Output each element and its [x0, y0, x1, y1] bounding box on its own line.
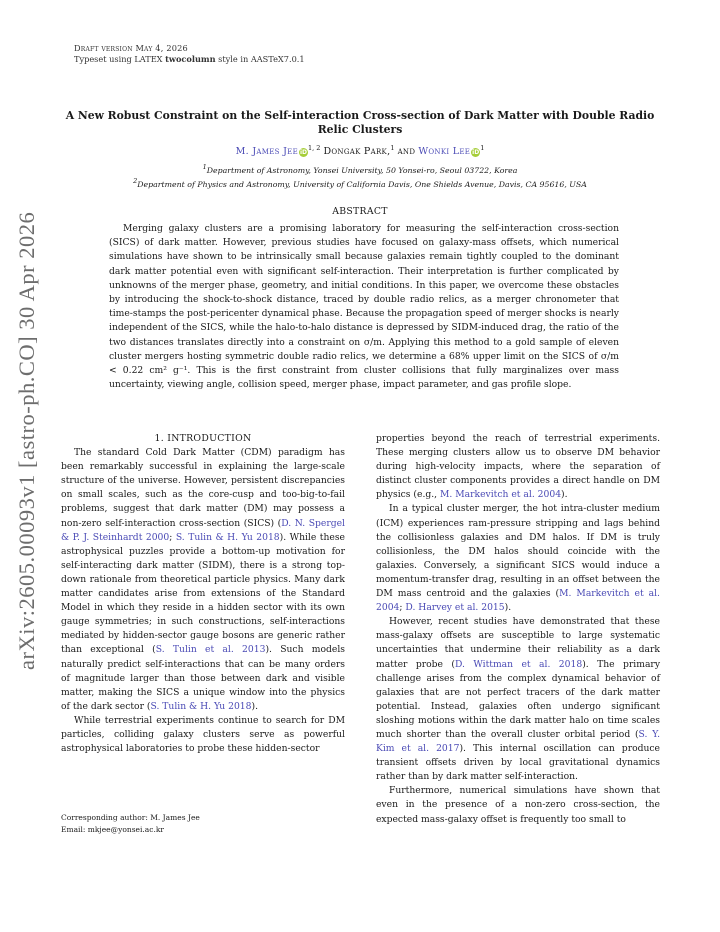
author-park: Dongak Park, — [323, 146, 391, 157]
intro-paragraph-2-continued: properties beyond the reach of terrestrial experiments. These merging clusters allow us to observe DM behavior during high-velocity impacts, where the separation of distinct cluster components provides a direct handle on DM physics (e.g., M. Markevitch et al. 2004). — [376, 433, 660, 501]
citation-link[interactable]: D. N. Spergel & P. J. Steinhardt 2000 — [61, 517, 345, 543]
affiliation-1: $^1$Department of Astronomy, Yonsei University, 50 Yonsei-ro, Seoul 03722, Korea — [202, 163, 518, 175]
citation-link[interactable]: S. Tulin et al. 2013 — [155, 644, 266, 656]
author-jee-affil: 1, 2 — [308, 144, 321, 152]
intro-paragraph-5: Furthermore, numerical simulations have shown that even in the presence of a non-zero cross-section, the expected mass-galaxy offset is frequently too small to — [376, 785, 660, 825]
citation-link[interactable]: M. Markevitch et al. 2004 — [376, 588, 660, 614]
orcid-icon[interactable]: iD — [299, 149, 308, 156]
intro-paragraph-4: However, recent studies have demonstrated that these mass-galaxy offsets are susceptible to large systematic uncertainties that undermine their reliability as a dark matter probe (D. Wittman et al. 2018). The primary challenge arises from the complex dynamical behavior of galaxies that are not perfect tracers of the dark matter potential. Instead, galaxies often undergo significant sloshing motions within the dark matter halo on time scales much shorter than the overall cluster orbital period (S. Y. Kim et al. 2017). This internal oscillation can produce transient offsets driven by local gravitational dynamics rather than by dark matter self-interaction. — [376, 616, 661, 783]
author-lee[interactable]: Wonki Lee — [418, 146, 471, 157]
corresponding-author: Corresponding author: M. James Jee — [61, 813, 200, 822]
abstract-heading: ABSTRACT — [332, 206, 388, 217]
typeset-line: Typeset using LATEX twocolumn style in AASTeX7.0.1 — [74, 54, 305, 64]
author-list — [64, 146, 656, 157]
citation-link[interactable]: S. Tulin & H. Yu 2018 — [175, 531, 280, 543]
author-and: and — [397, 146, 416, 157]
page-header — [74, 43, 305, 65]
intro-paragraph-2: While terrestrial experiments continue to search for DM particles, colliding galaxy clusters serve as powerful astrophysical laboratories to probe these hidden-sector — [61, 714, 345, 755]
author-email[interactable]: Email: mkjee@yonsei.ac.kr — [61, 825, 164, 834]
corresponding-author-footnote — [61, 812, 345, 836]
orcid-icon[interactable]: iD — [472, 149, 480, 156]
left-column — [61, 432, 345, 756]
intro-paragraph-1: The standard Cold Dark Matter (CDM) paradigm has been remarkably successful in explaining the large-scale structure of the universe. However, persistent discrepancies on small scales, such as the core-cusp and too-big-to-fail problems, suggest that dark matter (DM) may possess a non-zero self-interaction cross-section (SICS) (D. N. Spergel & P. J. Steinhardt 2000; S. Tulin & H. Yu 2018). While these astrophysical puzzles provide a bottom-up motivation for self-interacting dark matter (SIDM), there is a strong top-down rationale from theoretical particle physics. Many dark matter candidates arise from extensions of the Standard Model in which they reside in a hidden sector with its own gauge symmetries; in such constructions, self-interactions mediated by hidden-sector gauge bosons are generic rather than exceptional (S. Tulin et al. 2013). Such models naturally predict self-interactions that can be many orders of magnitude larger than those between dark and visible matter, making the SICS a unique window into the physics of the dark sector (S. Tulin & H. Yu 2018). — [61, 447, 345, 712]
affiliation-2: $^2$Department of Physics and Astronomy, University of California Davis, One Shields Avenue, Davis, CA 95616, USA — [133, 177, 587, 189]
paper-title: A New Robust Constraint on the Self-interaction Cross-section of Dark Matter with Double Radio Relic Clusters — [65, 109, 655, 136]
citation-link[interactable]: D. Wittman et al. 2018 — [454, 658, 583, 670]
arxiv-stamp: arXiv:2605.00093v1 [astro-ph.CO] 30 Apr 2026 — [14, 211, 39, 670]
citation-link[interactable]: S. Y. Kim et al. 2017 — [376, 728, 660, 755]
citation-link[interactable]: D. Harvey et al. 2015 — [405, 602, 505, 614]
author-lee-affil: 1 — [480, 144, 485, 152]
right-column — [376, 432, 660, 827]
intro-paragraph-3: In a typical cluster merger, the hot intra-cluster medium (ICM) experiences ram-pressure stripping and lags behind the collisionless galaxies and DM halos. If DM is truly collisionless, the DM halos should coincide with the galaxies. Conversely, a significant SICS would induce a momentum-transfer drag, resulting in an offset between the DM mass centroid and the galaxies (M. Markevitch et al. 2004; D. Harvey et al. 2015). — [376, 503, 660, 614]
abstract-text: Merging galaxy clusters are a promising laboratory for measuring the self-interaction cross-section (SICS) of dark matter. However, previous studies have focused on galaxy-mass offsets, which numerical simulations have shown to be intrinsically small because galaxies remain tightly coupled to the dominant dark matter potential even with significant self-interaction. Their interpretation is further complicated by unknowns of the merger phase, geometry, and initial conditions. In this paper, we overcome these obstacles by introducing the shock-to-shock distance, traced by double radio relics, as a merger chronometer that time-stamps the post-pericenter dynamical phase. Because the propagation speed of merger shocks is nearly independent of the SICS, while the halo-to-halo distance is depressed by SIDM-induced drag, the ratio of the two distances translates directly into a constraint on σ/m. Applying this method to a gold sample of eleven cluster mergers hosting symmetric double radio relics, we determine a 68% upper limit on the SICS of σ/m < 0.22 cm² g⁻¹. This is the first constraint from cluster collisions that fully marginalizes over mass uncertainty, viewing angle, collision speed, merger phase, impact parameter, and gas profile slope. — [109, 223, 619, 391]
citation-link[interactable]: M. Markevitch et al. 2004 — [440, 489, 562, 501]
author-park-affil: 1 — [390, 144, 395, 152]
section-heading-introduction: 1. INTRODUCTION — [154, 433, 252, 444]
draft-version: Draft version May 4, 2026 — [74, 43, 188, 53]
citation-link[interactable]: S. Tulin & H. Yu 2018 — [150, 700, 252, 712]
author-jee[interactable]: M. James Jee — [235, 146, 299, 157]
